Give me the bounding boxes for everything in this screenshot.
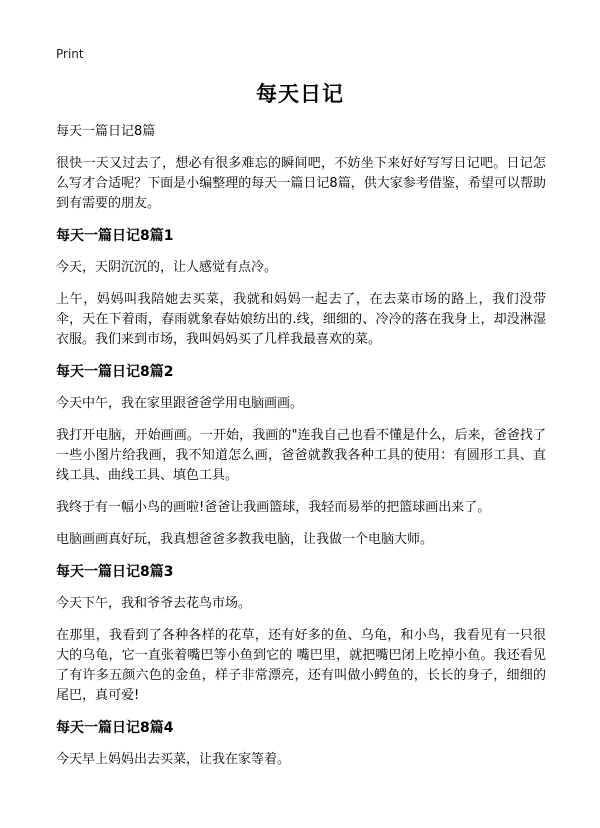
intro-paragraph: 很快一天又过去了，想必有很多难忘的瞬间吧，不妨坐下来好好写写日记吧。日记怎么写才合适呢？下面是小编整理的每天一篇日记8篇，供大家参考借鉴，希望可以帮助到有需要的朋友。: [56, 156, 546, 211]
section-heading: 每天一篇日记8篇4: [56, 720, 174, 736]
section-paragraph: 我打开电脑，开始画画。一开始，我画的"连我自己也看不懂是什么，后来，爸爸找了一些小图片给我画，我不知道怎么画，爸爸就教我各种工具的使用：有圆形工具、直线工具、曲线工具、填色工具。: [56, 428, 546, 483]
section-paragraph: 今天下午，我和爷爷去花鸟市场。: [56, 596, 252, 611]
section-paragraph: 在那里，我看到了各种各样的花草，还有好多的鱼、乌龟，和小鸟，我看见有一只很大的乌龟，它一直张着嘴巴等小鱼到它的 嘴巴里，就把嘴巴闭上吃掉小鱼。我还看见了有许多五颜六色的金鱼，样子非常漂亮，还有叫做小鳄鱼的，长长的身子，细细的尾巴，真可爱!: [56, 628, 546, 703]
document-subtitle: 每天一篇日记8篇: [56, 124, 156, 139]
section-heading: 每天一篇日记8篇3: [56, 564, 174, 580]
diary-section-1: [56, 226, 546, 350]
section-paragraph: 上午，妈妈叫我陪她去买菜，我就和妈妈一起去了，在去菜市场的路上，我们没带伞，天在下着雨，春雨就象春姑娘纺出的.线，细细的、冷冷的落在我身上，却没淋湿衣服。我们来到市场，我叫妈妈买了几样我最喜欢的菜。: [56, 292, 546, 347]
diary-section-4: [56, 718, 546, 770]
diary-section-3: [56, 562, 546, 706]
section-paragraph: 今天，天阴沉沉的，让人感觉有点冷。: [56, 260, 278, 275]
document-body: [56, 122, 546, 782]
print-link[interactable]: Print: [56, 47, 84, 61]
section-paragraph: 今天中午，我在家里跟爸爸学用电脑画画。: [56, 396, 304, 411]
section-paragraph: 电脑画画真好玩，我真想爸爸多教我电脑，让我做一个电脑大师。: [56, 532, 434, 547]
document-title: 每天日记: [256, 82, 344, 106]
section-heading: 每天一篇日记8篇2: [56, 364, 174, 380]
section-paragraph: 我终于有一幅小鸟的画啦!爸爸让我画篮球，我轻而易举的把篮球画出来了。: [56, 500, 491, 515]
section-paragraph: 今天早上妈妈出去买菜，让我在家等着。: [56, 752, 291, 767]
diary-section-2: [56, 362, 546, 550]
section-heading: 每天一篇日记8篇1: [56, 228, 174, 244]
